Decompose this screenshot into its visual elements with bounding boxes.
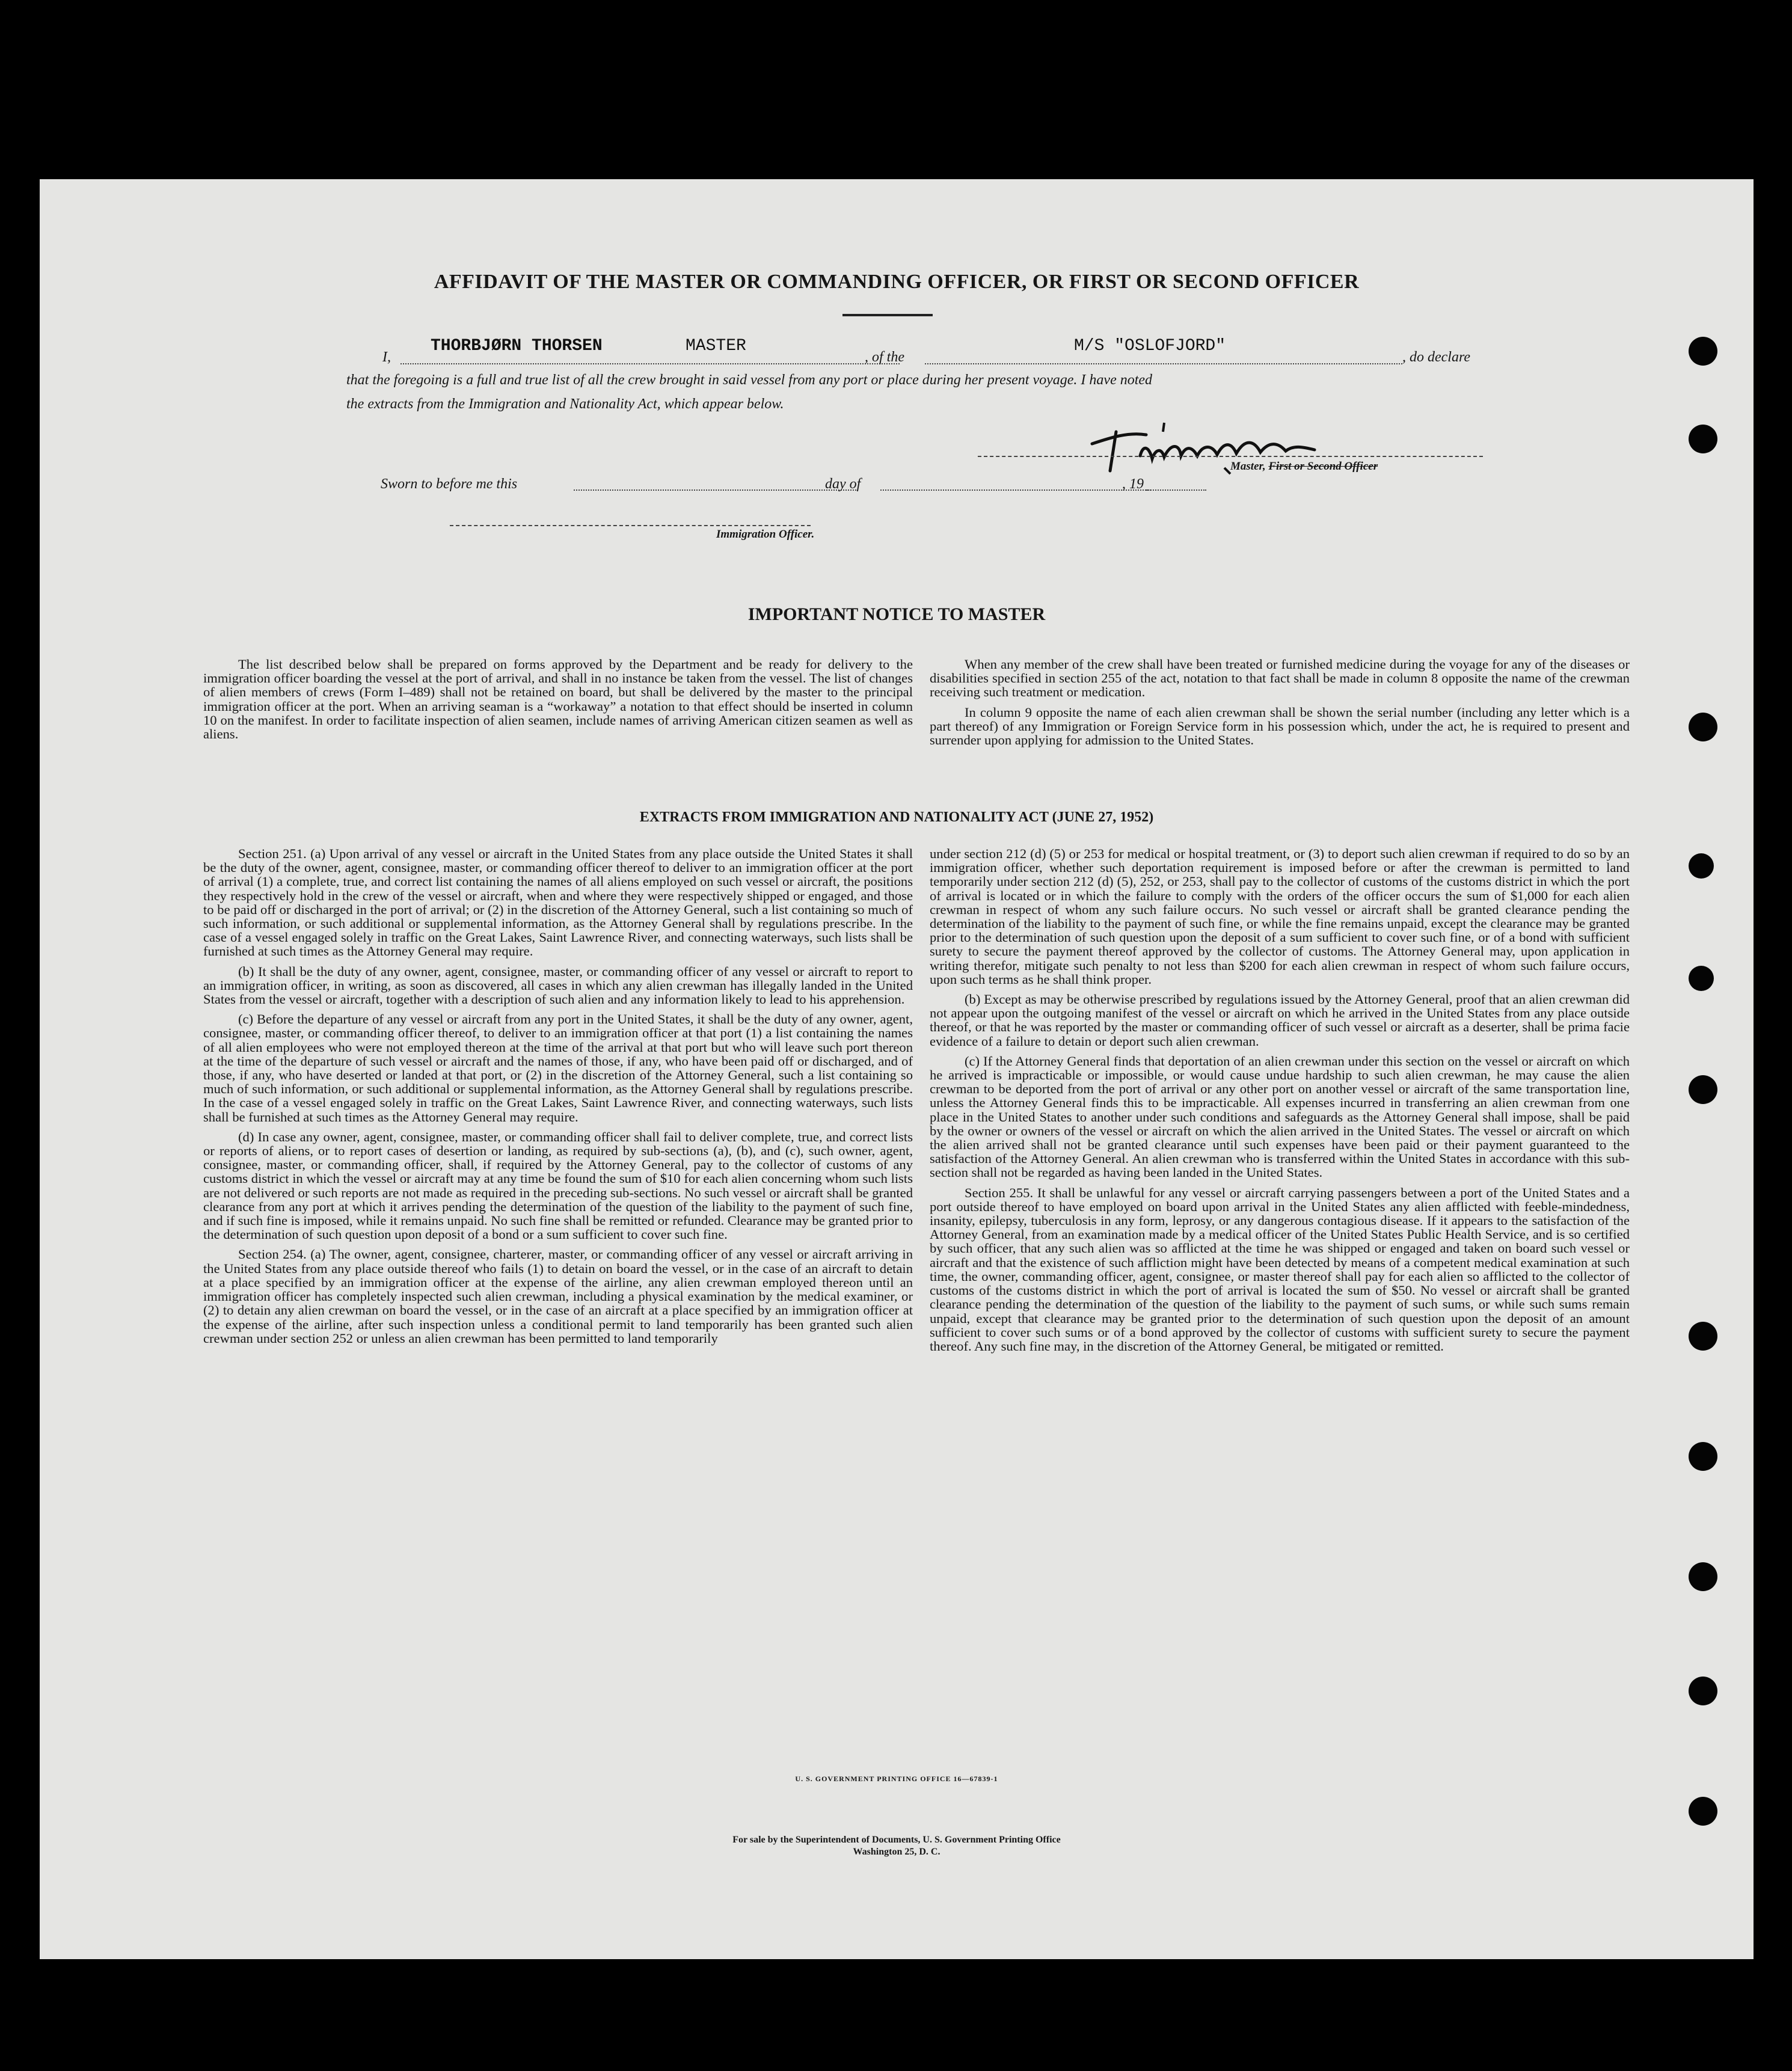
punch-hole xyxy=(1689,853,1714,879)
sworn-label: Sworn to before me this xyxy=(381,476,518,492)
i-label: I, xyxy=(382,349,391,365)
notice-right-column xyxy=(930,657,1630,753)
sworn-year-line xyxy=(1146,489,1206,491)
name-line xyxy=(400,363,900,364)
punch-hole xyxy=(1689,1797,1717,1826)
footer xyxy=(40,1834,1754,1858)
affidavit-line-3: the extracts from the Immigration and Nationality Act, which appear below. xyxy=(346,396,784,412)
section-paragraph: (d) In case any owner, agent, consignee, master, or commanding officer shall fail to deliver complete, true, and correct lists or reports of aliens, or to report cases of desertion or landing, as required by sub-sections (a), (b), and (c), such owner, agent, consignee, master, or commanding officer, shall, if required by the Attorney General, pay to the collector of customs of any customs district in which the vessel or aircraft may at any time be found the sum of $10 for each alien concerning whom such lists are not delivered or such reports are not made as required in the preceding sub-sections. No such vessel or aircraft shall be granted clearance from any port at which it arrives pending the determination of the question of the liability to the payment of such fine, and if such fine is imposed, while it remains unpaid. No such fine shall be remitted or refunded. Clearance may be granted prior to the determination of such question upon deposit of a bond or a sum sufficient to cover such fine. xyxy=(203,1129,913,1242)
punch-hole xyxy=(1689,1677,1717,1705)
signature-caption xyxy=(1230,460,1378,473)
signature-line xyxy=(978,455,1483,457)
immigration-officer-label: Immigration Officer. xyxy=(716,528,815,541)
punch-hole xyxy=(1689,1075,1717,1104)
caption-master: Master, xyxy=(1230,460,1266,473)
vessel-name: M/S "OSLOFJORD" xyxy=(1074,337,1226,355)
punch-hole xyxy=(1689,1562,1717,1591)
sale-line-1: For sale by the Superintendent of Documents, U. S. Government Printing Office xyxy=(732,1835,1061,1845)
extracts-left-column xyxy=(203,847,913,1351)
punch-hole xyxy=(1689,1322,1717,1351)
section-paragraph: Section 251. (a) Upon arrival of any vessel or aircraft in the United States from any place outside the United States it shall be the duty of the owner, agent, consignee, master, or commanding officer thereof to deliver to an immigration officer at the port of arrival (1) a complete, true, and correct list containing the names of all aliens employed on such vessel or aircraft, the positions they respectively hold in the crew of the vessel or aircraft, when and where they were respectively shipped or engaged, and those to be paid off or discharged in the port of arrival; or (2) in the discretion of the Attorney General, such a list containing so much of such information, or such additional or supplemental information, as the Attorney General shall by regulations prescribe. In the case of a vessel engaged solely in traffic on the Great Lakes, Saint Lawrence River, and connecting waterways, such lists shall be furnished at such times as the Attorney General may require. xyxy=(203,846,913,959)
master-name: THORBJØRN THORSEN xyxy=(431,337,603,355)
declare-label: , do declare xyxy=(1402,349,1471,365)
section-paragraph: (c) Before the departure of any vessel or aircraft from any port in the United States, it shall be the duty of any owner, agent, consignee, master, or commanding officer thereof, to deliver to an immigration officer at that port (1) a list containing the names of all alien employees who were not employed thereon at the time of the arrival at that port but who will leave such port thereon at the time of the departure of such vessel or aircraft and the names of those, if any, who have been paid off or discharged, and of those, if any, who have deserted or landed at that port, or (2) in the discretion of the Attorney General, such a list containing so much of such information, or such additional or supplemental information, as the Attorney General shall by regulations prescribe. In the case of a vessel engaged solely in traffic on the Great Lakes, Saint Lawrence River, and connecting waterways, such lists shall be furnished at such times as the Attorney General may require. xyxy=(203,1011,913,1124)
of-the-label: , of the xyxy=(865,349,904,365)
section-paragraph: Section 255. It shall be unlawful for any vessel or aircraft carrying passengers between a port of the United States and a port outside thereof to have employed on board upon arrival in the United States any alien afflicted with feeble-mindedness, insanity, epilepsy, tuberculosis in any form, leprosy, or any dangerous contagious disease. If it appears to the satisfaction of the Attorney General, from an examination made by a medical officer of the United States Public Health Service, and is so certified by such officer, that any such alien was so afflicted at the time he was shipped or engaged and taken on board such vessel or aircraft and that the existence of such affliction might have been detected by means of a competent medical examination at such time, the owner, commanding officer, agent, consignee, or master thereof shall pay for each alien so afflicted to the collector of customs of the customs district in which the port of arrival is located the sum of $50. No vessel or aircraft shall be granted clearance pending the determination of the question of the liability to the payment of such sums, or while such sums remain unpaid, except that clearance may be granted prior to the determination of such question upon the deposit of an amount sufficient to cover such sums or of a bond approved by the collector of customs with sufficient surety to secure the payment thereof. Any such fine may, in the discretion of the Attorney General, be mitigated or remitted. xyxy=(930,1185,1630,1354)
notice-left-column xyxy=(203,657,913,747)
affidavit-title: AFFIDAVIT OF THE MASTER OR COMMANDING OFFICER, OR FIRST OR SECOND OFFICER xyxy=(434,271,1360,293)
sworn-month-line xyxy=(880,489,1151,491)
section-paragraph: (b) It shall be the duty of any owner, agent, consignee, master, or commanding officer of any vessel or aircraft to report to an immigration officer, in writing, as soon as discovered, all cases in which any alien crewman has illegally landed in the United States from the vessel or aircraft, together with a description of such alien and any information likely to lead to his apprehension. xyxy=(203,963,913,1007)
extracts-right-column xyxy=(930,847,1630,1359)
section-paragraph: (b) Except as may be otherwise prescribed by regulations issued by the Attorney General, proof that an alien crewman did not appear upon the outgoing manifest of the vessel or aircraft on which he arrived in the United States from any place outside thereof, or that he was reported by the master or commanding officer of such vessel or aircraft as a deserter, shall be prima facie evidence of a failure to detain or deport such alien crewman. xyxy=(930,992,1630,1049)
caption-struck: First or Second Officer xyxy=(1268,460,1378,473)
day-of-label: day of xyxy=(825,476,861,492)
notice-paragraph: The list described below shall be prepared on forms approved by the Department and be ready for delivery to the immigration officer boarding the vessel at the port of arrival, and shall in no instance be taken from the vessel. The list of changes of alien members of crews (Form I–489) shall not be retained on board, but shall be delivered by the master to the principal immigration officer at the port. When an arriving seaman is a “workaway” a notation to that effect should be inserted in column 10 on the manifest. In order to facilitate inspection of alien seamen, include names of arriving American citizen seamen as well as aliens. xyxy=(203,657,913,742)
year-label: , 19 xyxy=(1122,476,1144,492)
officer-line xyxy=(450,524,811,526)
notice-paragraph: In column 9 opposite the name of each alien crewman shall be shown the serial number (including any letter which is a part thereof) of any Immigration or Foreign Service form in his possession which, under the act, he is required to present and surrender upon applying for admission to the United States. xyxy=(930,704,1630,748)
punch-hole xyxy=(1689,425,1717,453)
section-paragraph: Section 254. (a) The owner, agent, consignee, charterer, master, or commanding officer of any vessel or aircraft arriving in the United States from any place outside thereof who fails (1) to detain on board the vessel, or in the case of an aircraft to detain at a place specified by an immigration officer at the expense of the airline, any alien crewman employed thereon until an immigration officer has completely inspected such alien crewman, including a physical examination by the medical examiner, or (2) to detain any alien crewman on board the vessel, or in the case of an aircraft at a place specified by an immigration officer at the expense of the airline, after such inspection unless a conditional permit to land temporarily has been granted such alien crewman under section 252 or unless an alien crewman has been permitted to land temporarily xyxy=(203,1247,913,1346)
form-page xyxy=(40,179,1754,1959)
section-paragraph: under section 212 (d) (5) or 253 for medical or hospital treatment, or (3) to deport such alien crewman if required to do so by an immigration officer, whether such deportation requirement is imposed before or after the crewman is permitted to land temporarily under section 212 (d) (5), 252, or 253, shall pay to the collector of customs of the customs district in which the port of arrival is located or in which the failure to comply with the orders of the officer occurs the sum of $1,000 for each alien crewman in respect of whom any such failure occurs. No such vessel or aircraft shall be granted clearance pending the determination of the liability to the payment of such fine, or while the fine remains unpaid, except the clearance may be granted prior to the determination of such question upon the deposit of a sum sufficient to cover such fine, or of a bond with sufficient surety to secure the payment thereof approved by the collector of customs. The Attorney General may, upon application in writing therefor, mitigate such penalty to not less than $200 for each alien crewman in respect of whom such failure occurs, upon such terms as he shall think proper. xyxy=(930,846,1630,987)
notice-paragraph: When any member of the crew shall have been treated or furnished medicine during the voyage for any of the diseases or disabilities specified in section 255 of the act, notation to that fact shall be made in column 8 opposite the name of the crewman receiving such treatment or medication. xyxy=(930,657,1630,700)
affidavit-line-2: that the foregoing is a full and true list of all the crew brought in said vessel from any port or place during her present voyage. I have noted xyxy=(346,372,1153,388)
gpo-line: U. S. GOVERNMENT PRINTING OFFICE 16—67839-1 xyxy=(795,1775,998,1783)
notice-title: IMPORTANT NOTICE TO MASTER xyxy=(747,604,1046,624)
punch-hole xyxy=(1689,1442,1717,1471)
extracts-title: EXTRACTS FROM IMMIGRATION AND NATIONALITY ACT (JUNE 27, 1952) xyxy=(639,809,1154,825)
sworn-day-line xyxy=(574,489,856,491)
punch-hole xyxy=(1689,966,1714,991)
title-divider xyxy=(842,314,933,316)
vessel-line xyxy=(925,363,1402,364)
rank: MASTER xyxy=(686,337,746,355)
sale-line-2: Washington 25, D. C. xyxy=(853,1847,940,1857)
punch-hole xyxy=(1689,337,1717,366)
punch-hole xyxy=(1689,713,1717,741)
section-paragraph: (c) If the Attorney General finds that deportation of an alien crewman under this section on the vessel or aircraft on which he arrived is impracticable or impossible, or would cause undue hardship to such alien crewman, he may cause the alien crewman to be deported from the port of arrival or any other port on another vessel or aircraft of the same transportation line, unless the Attorney General finds this to be impracticable. All expenses incurred in transferring an alien crewman from one place in the United States to another under such conditions and safeguards as the Attorney General shall impose, shall be paid by the owner or owners of the vessel or aircraft on which the alien arrived in the United States. The vessel or aircraft on which the alien arrived shall not be granted clearance until such expenses have been paid or their payment guaranteed to the satisfaction of the Attorney General. An alien crewman who is transferred within the United States in accordance with this sub-section shall not be regarded as having been landed in the United States. xyxy=(930,1053,1630,1180)
